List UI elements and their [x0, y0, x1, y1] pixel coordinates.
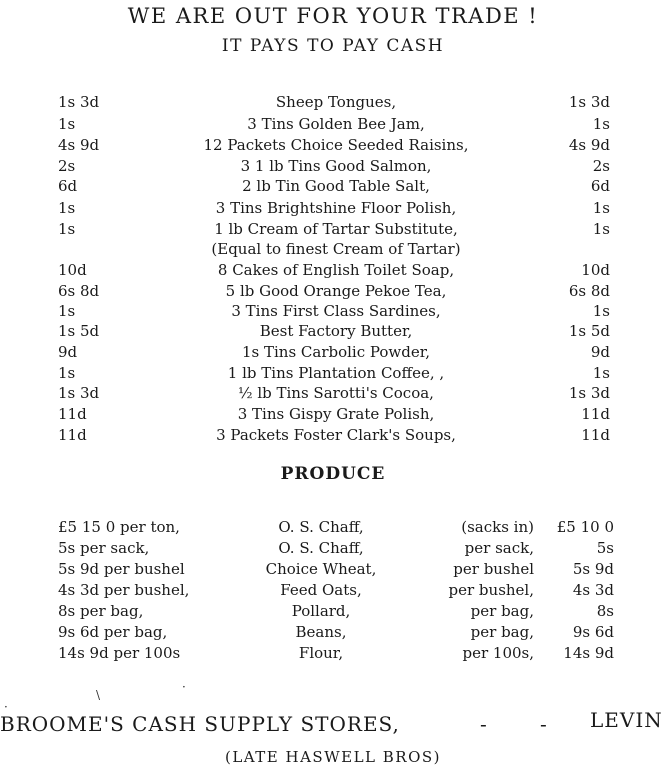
produce-total: £5 10 0	[556, 518, 614, 536]
grocery-item: 3 1 lb Tins Good Salmon,	[240, 157, 432, 175]
store-former-name: (LATE HASWELL BROS)	[224, 748, 442, 766]
grocery-row	[0, 261, 666, 281]
produce-row	[0, 644, 666, 664]
grocery-item: 1 lb Cream of Tartar Substitute,	[214, 220, 458, 238]
grocery-row	[0, 364, 666, 384]
grocery-row	[0, 384, 666, 404]
grocery-item: (Equal to finest Cream of Tartar)	[211, 240, 461, 258]
store-name: BROOME'S CASH SUPPLY STORES,	[0, 712, 400, 736]
grocery-row	[0, 157, 666, 177]
store-town: LEVIN	[590, 708, 663, 732]
grocery-item: Sheep Tongues,	[275, 93, 397, 111]
footer-dash: -	[540, 712, 547, 736]
produce-total: 4s 3d	[572, 581, 614, 599]
produce-heading: PRODUCE	[280, 464, 386, 484]
print-speck: ·	[182, 680, 186, 694]
grocery-row	[0, 93, 666, 113]
grocery-item: 5 lb Good Orange Pekoe Tea,	[225, 282, 447, 300]
grocery-price-left: 2s	[58, 157, 76, 175]
grocery-item: 3 Tins Brightshine Floor Polish,	[215, 199, 457, 217]
produce-unit: per bushel,	[448, 581, 534, 599]
grocery-item: 3 Tins Gispy Grate Polish,	[237, 405, 435, 423]
grocery-row	[0, 405, 666, 425]
produce-price: 5s per sack,	[58, 539, 150, 557]
grocery-price-left: 1s 3d	[58, 384, 100, 402]
grocery-item: 12 Packets Choice Seeded Raisins,	[203, 136, 469, 154]
grocery-price-right: 11d	[581, 426, 610, 444]
grocery-row	[0, 426, 666, 446]
produce-unit: per bushel	[453, 560, 534, 578]
grocery-row	[0, 220, 666, 240]
produce-total: 9s 6d	[572, 623, 614, 641]
produce-item: Flour,	[298, 644, 344, 662]
grocery-item: 3 Tins Golden Bee Jam,	[247, 115, 425, 133]
grocery-row	[0, 322, 666, 342]
grocery-item: 3 Tins First Class Sardines,	[231, 302, 441, 320]
grocery-item: Best Factory Butter,	[259, 322, 413, 340]
grocery-price-right: 10d	[581, 261, 610, 279]
produce-item: Feed Oats,	[280, 581, 362, 599]
grocery-price-right: 1s	[592, 302, 610, 320]
produce-row	[0, 518, 666, 538]
grocery-item: 3 Packets Foster Clark's Soups,	[216, 426, 456, 444]
grocery-price-right: 9d	[590, 343, 610, 361]
produce-unit: per bag,	[470, 623, 534, 641]
produce-unit: per 100s,	[462, 644, 534, 662]
produce-row	[0, 539, 666, 559]
grocery-price-left: 1s	[58, 364, 76, 382]
produce-total: 5s	[596, 539, 614, 557]
grocery-price-right: 1s 3d	[568, 384, 610, 402]
produce-price: £5 15 0 per ton,	[58, 518, 180, 536]
grocery-price-left: 6s 8d	[58, 282, 100, 300]
grocery-price-left: 1s 3d	[58, 93, 100, 111]
grocery-price-right: 6s 8d	[568, 282, 610, 300]
grocery-item: ½ lb Tins Sarotti's Cocoa,	[238, 384, 434, 402]
grocery-price-left: 11d	[58, 405, 87, 423]
produce-total: 8s	[596, 602, 614, 620]
grocery-row	[0, 199, 666, 219]
grocery-price-left: 11d	[58, 426, 87, 444]
grocery-row	[0, 343, 666, 363]
grocery-price-left: 10d	[58, 261, 87, 279]
grocery-price-right: 2s	[592, 157, 610, 175]
produce-price: 4s 3d per bushel,	[58, 581, 190, 599]
produce-unit: (sacks in)	[461, 518, 534, 536]
produce-price: 9s 6d per bag,	[58, 623, 168, 641]
grocery-price-left: 1s	[58, 302, 76, 320]
grocery-price-right: 1s	[592, 115, 610, 133]
grocery-row	[0, 115, 666, 135]
ad-subheadline: IT PAYS TO PAY CASH	[221, 36, 445, 56]
grocery-price-right: 11d	[581, 405, 610, 423]
grocery-item: 8 Cakes of English Toilet Soap,	[217, 261, 455, 279]
ad-headline: WE ARE OUT FOR YOUR TRADE !	[127, 4, 539, 28]
grocery-price-right: 1s 5d	[568, 322, 610, 340]
print-speck: \	[96, 688, 101, 702]
produce-item: O. S. Chaff,	[278, 518, 364, 536]
produce-total: 14s 9d	[563, 644, 614, 662]
grocery-price-right: 1s	[592, 220, 610, 238]
grocery-price-left: 1s	[58, 220, 76, 238]
grocery-price-right: 6d	[590, 177, 610, 195]
grocery-row	[0, 302, 666, 322]
produce-unit: per sack,	[464, 539, 534, 557]
print-speck: ·	[4, 700, 8, 714]
grocery-item: 1 lb Tins Plantation Coffee, ,	[227, 364, 445, 382]
produce-row	[0, 581, 666, 601]
grocery-price-right: 1s	[592, 199, 610, 217]
grocery-price-left: 1s 5d	[58, 322, 100, 340]
grocery-row	[0, 136, 666, 156]
produce-price: 5s 9d per bushel	[58, 560, 185, 578]
produce-unit: per bag,	[470, 602, 534, 620]
produce-row	[0, 560, 666, 580]
grocery-price-right: 1s	[592, 364, 610, 382]
produce-price: 8s per bag,	[58, 602, 144, 620]
grocery-row	[0, 282, 666, 302]
grocery-price-left: 6d	[58, 177, 78, 195]
grocery-price-left: 1s	[58, 199, 76, 217]
produce-item: Beans,	[295, 623, 347, 641]
produce-item: Choice Wheat,	[265, 560, 377, 578]
produce-price: 14s 9d per 100s	[58, 644, 181, 662]
grocery-item: 1s Tins Carbolic Powder,	[241, 343, 431, 361]
produce-total: 5s 9d	[572, 560, 614, 578]
grocery-price-left: 1s	[58, 115, 76, 133]
produce-item: O. S. Chaff,	[278, 539, 364, 557]
grocery-price-left: 4s 9d	[58, 136, 100, 154]
grocery-price-left: 9d	[58, 343, 78, 361]
grocery-price-right: 4s 9d	[568, 136, 610, 154]
grocery-price-right: 1s 3d	[568, 93, 610, 111]
footer-dash: -	[480, 712, 487, 736]
produce-item: Pollard,	[291, 602, 351, 620]
produce-row	[0, 623, 666, 643]
produce-row	[0, 602, 666, 622]
grocery-row	[0, 240, 666, 260]
grocery-item: 2 lb Tin Good Table Salt,	[242, 177, 430, 195]
grocery-row	[0, 177, 666, 197]
